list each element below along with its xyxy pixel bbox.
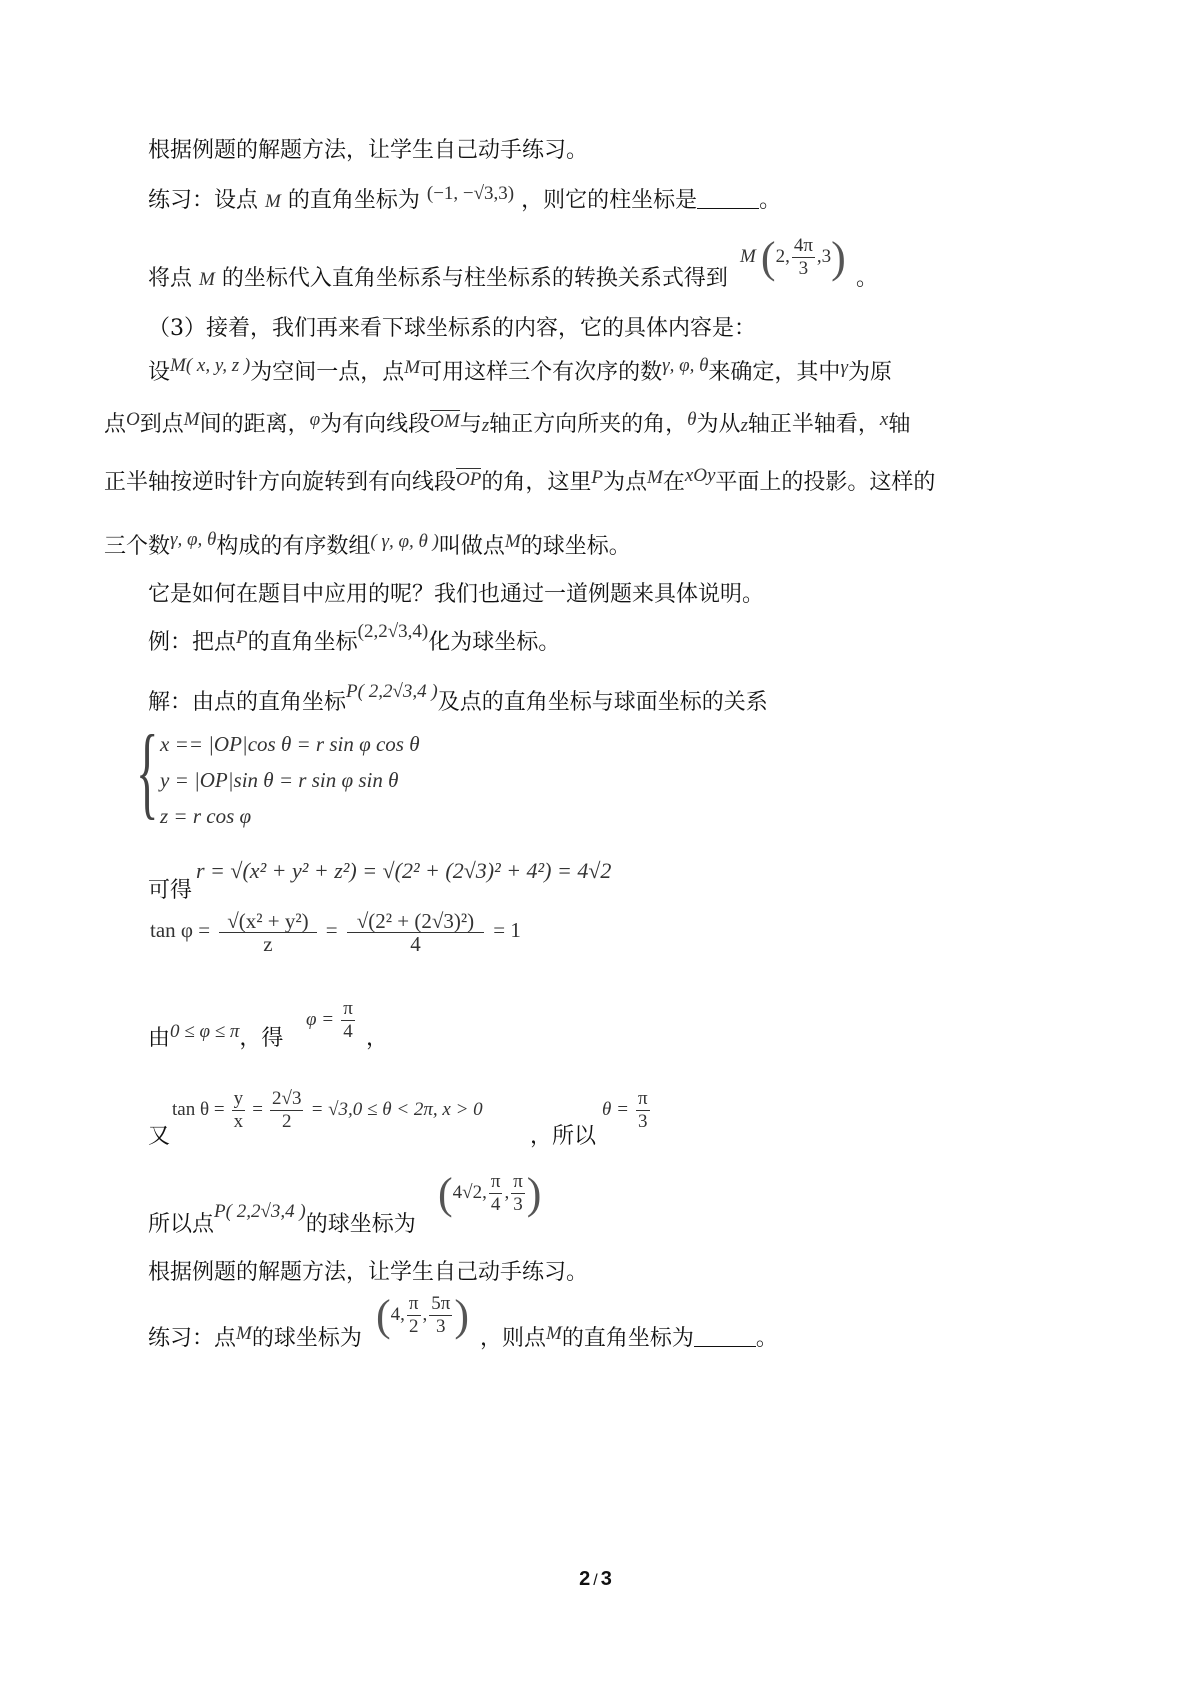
text: 。 (759, 188, 782, 213)
equation-x: x == |OP|cos θ = r sin φ cos θ (160, 732, 420, 756)
paragraph-substitute (148, 264, 728, 295)
math-var: M (199, 269, 215, 290)
paragraph-practice-cylindrical (148, 183, 782, 217)
text: 将点 (148, 266, 193, 291)
text-comma: ， (366, 1026, 389, 1051)
math-var: M (265, 191, 281, 212)
paragraph-phi-range: 由0 ≤ φ ≤ π，得 (148, 1021, 284, 1051)
paragraph-spherical-def-3: 正半轴按逆时针方向旋转到有向线段OP的角，这里P为点M在xOy平面上的投影。这样的 (104, 465, 936, 495)
label-obtain: 可得 (148, 878, 193, 903)
equation-z: z = r cos φ (160, 804, 252, 828)
paragraph-application: 它是如何在题目中应用的呢？我们也通过一道例题来具体说明。 (148, 582, 765, 607)
brace-symbol: { (136, 714, 159, 829)
text: 的直角坐标为 (287, 188, 420, 213)
equation-r: r = √(x² + y² + z²) = √(2² + (2√3)² + 4²) = 4√2 (196, 858, 612, 883)
paragraph-spherical-def-4: 三个数γ, φ, θ构成的有序数组( γ, φ, θ )叫做点M的球坐标。 (104, 529, 631, 559)
page-number: 2 / 3 (579, 1568, 612, 1590)
text: ，则它的柱坐标是 (521, 188, 698, 213)
equation-tan-phi: tan φ = $\frac{\text{√(x² + y²)}}{z}$ = $\frac{\text{√(2² + (2√3)²)}}{4}$ = 1 (150, 909, 521, 956)
paragraph-practice-intro (148, 136, 588, 166)
text: 的坐标代入直角坐标系与柱坐标系的转换关系式得到 (221, 266, 728, 291)
math-practice-point: (4, $\frac{\pi}{2}$ , $\frac{5\pi}{3}$ ) (376, 1291, 469, 1340)
equation-y: y = |OP|sin θ = r sin φ sin θ (160, 768, 399, 792)
label-also: 又 (148, 1124, 171, 1149)
paragraph-practice-spherical-tail: ，则点M的直角坐标为 。 (480, 1323, 778, 1351)
equation-tan-theta: tan θ = $\frac{y}{x}$ = $\frac{2√3}{2}$ = √3,0 ≤ θ < 2π, x > 0 (172, 1088, 483, 1132)
equation-phi-value: φ = $\frac{\pi}{4}$ (306, 998, 353, 1042)
paragraph-spherical-def-2: 点O到点M间的距离，φ为有向线段OM与z轴正方向所夹的角，θ为从z轴正半轴看，x轴 (104, 409, 911, 437)
answer-blank (694, 1326, 756, 1347)
text-period: 。 (856, 266, 879, 291)
section-heading-spherical: （3）接着，我们再来看下球坐标系的内容，它的具体内容是： (148, 316, 756, 341)
math-cylindrical-result: M (2, $\frac{4\pi}{3}$ ,3) (740, 233, 846, 282)
paragraph-solution: 解：由点的直角坐标P( 2,2√3,4 )及点的直角坐标与球面坐标的关系 (148, 681, 768, 715)
text: 根据例题的解题方法，让学生自己动手练习。 (148, 138, 589, 163)
math-spherical-answer: (4√2, $\frac{\pi}{4}$ , $\frac{\pi}{3}$ ) (438, 1169, 542, 1218)
answer-blank (697, 188, 759, 209)
paragraph-example: 例：把点P的直角坐标(2,2√3,4)化为球坐标。 (148, 621, 561, 655)
math-point: (−1, −√3,3) (426, 183, 515, 204)
text-therefore: ，所以 (530, 1124, 597, 1149)
paragraph-practice-intro-2: 根据例题的解题方法，让学生自己动手练习。 (148, 1260, 589, 1285)
paragraph-spherical-def-1: 设M( x, y, z )为空间一点，点M可用这样三个有次序的数γ, φ, θ来确定，其中γ为原 (148, 355, 892, 385)
paragraph-conclusion: 所以点P( 2,2√3,4 )的球坐标为 (148, 1201, 416, 1237)
equation-theta-value: θ = $\frac{\pi}{3}$ (602, 1088, 648, 1132)
text: 练习：设点 (148, 188, 259, 213)
paragraph-practice-spherical: 练习：点M的球坐标为 (148, 1323, 362, 1351)
